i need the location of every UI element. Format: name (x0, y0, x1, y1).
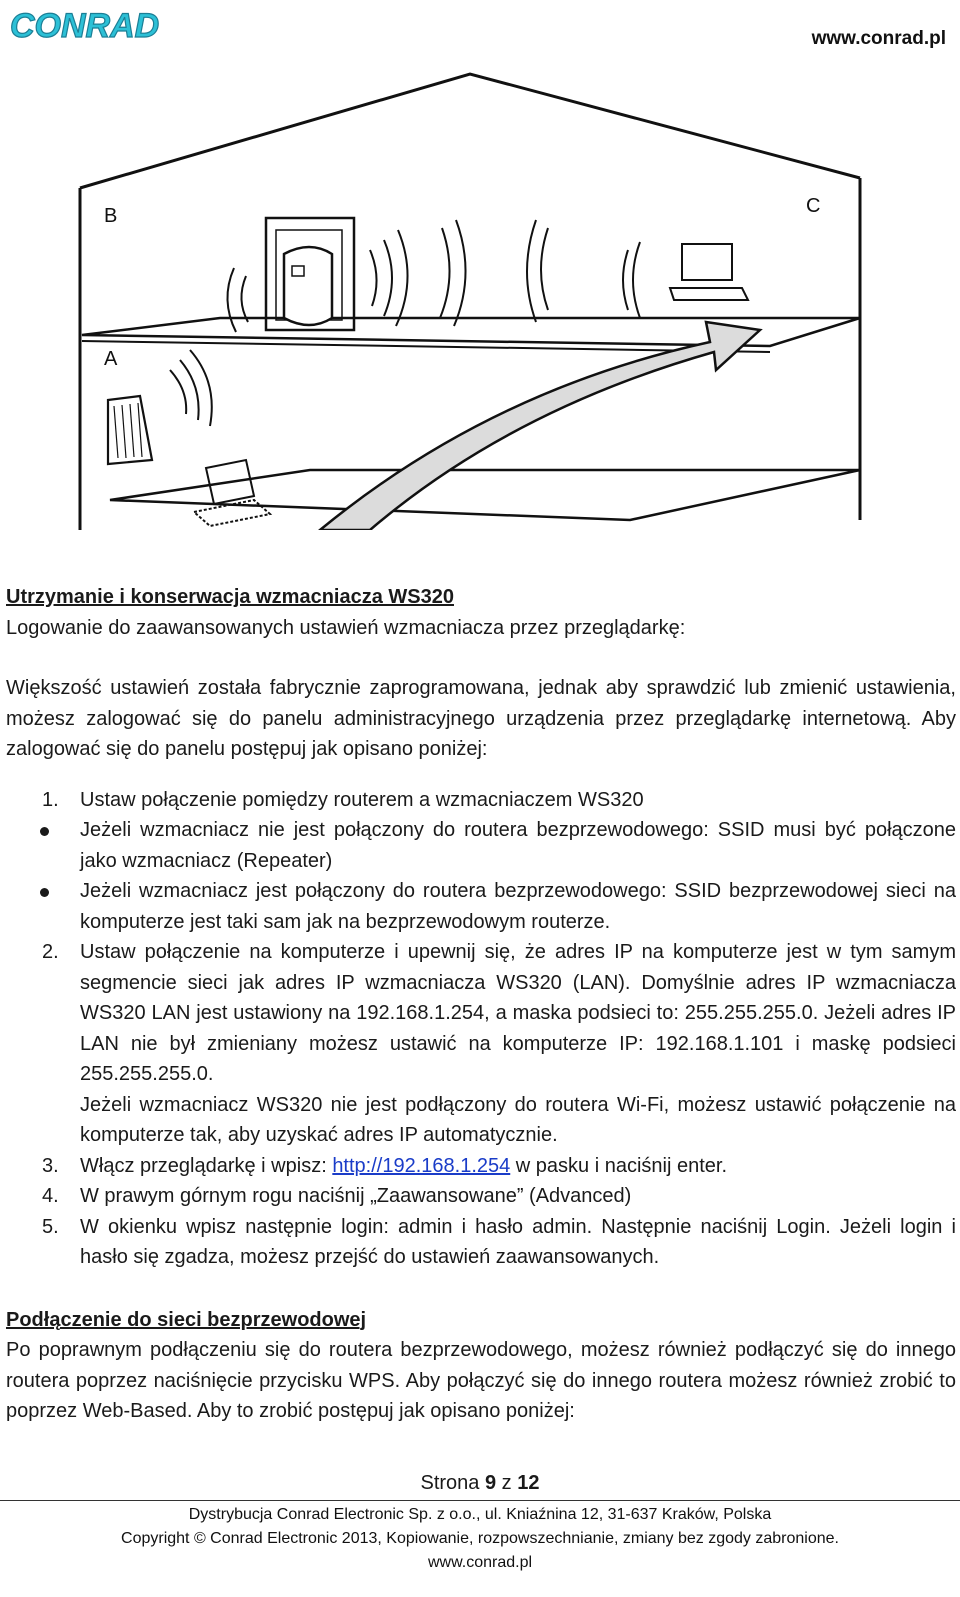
step-number: 2. (42, 941, 59, 963)
label-c: C (806, 195, 821, 217)
repeater-plug-icon (266, 218, 354, 330)
bullet-item (6, 876, 956, 937)
section-title-wireless: Podłączenie do sieci bezprzewodowej (6, 1308, 367, 1331)
step-text: W prawym górnym rogu naciśnij „Zaawansowane” (Advanced) (80, 1185, 632, 1207)
step-item (6, 1151, 956, 1182)
step-text: w pasku i naciśnij enter. (510, 1154, 728, 1177)
bullet-dot-icon (40, 888, 49, 897)
logo-text: CONRAD (10, 7, 160, 44)
label-b: B (104, 205, 118, 227)
site-url: www.conrad.pl (811, 28, 946, 49)
step-text: Włącz przeglądarkę i wpisz: (80, 1154, 333, 1177)
section-title-maintenance: Utrzymanie i konserwacja wzmacniacza WS320 (6, 586, 454, 608)
house-network-illustration (70, 60, 870, 530)
label-a: A (104, 348, 118, 370)
step-text: W okienku wpisz następnie login: admin i hasło admin. Następnie naciśnij Login. Jeżeli login i hasło się zgadza, możesz przejść do ustawień zaawansowanych. (80, 1215, 956, 1268)
page-current: 9 (484, 1472, 497, 1494)
step-number: 1. (42, 788, 59, 811)
footer-url: www.conrad.pl (427, 1554, 533, 1571)
wifi-waves-router (170, 350, 212, 426)
page-separator: z (496, 1472, 518, 1494)
step-item (6, 785, 956, 816)
step-text: Ustaw połączenie na komputerze i upewnij się, że adres IP na komputerze jest w tym samym segmencie sieci jak adres IP wzmacniacza WS320 (LAN). Domyślnie adres IP wzmacniacza WS320 LAN jest ustawiony na 192.168.1.254, a maska podsieci to: 255.255.255.0. Jeżeli adres IP LAN nie był zmieniany możesz ustawić na komputerze IP: 192.168.1.101 i maskę podsieci 255.255.255.0. (80, 941, 956, 1085)
bullet-item (6, 815, 956, 876)
step-item (6, 1181, 956, 1212)
footer (0, 1503, 960, 1575)
step-number: 5. (42, 1215, 59, 1238)
page-number (0, 1472, 960, 1495)
bullet-text: Jeżeli wzmacniacz nie jest połączony do routera bezprzewodowego: SSID musi być połączone jako wzmacniacz (Repeater) (80, 819, 956, 872)
footer-distributor: Dystrybucja Conrad Electronic Sp. z o.o., ul. Kniaźnina 12, 31-637 Kraków, Polska (188, 1506, 772, 1523)
bullet-text: Jeżeli wzmacniacz jest połączony do routera bezprzewodowego: SSID bezprzewodowej sieci na komputerze jest taki sam jak na bezprzewodowym routerze. (80, 880, 956, 933)
bullet-list (6, 815, 956, 937)
laptop-icon-upper (670, 244, 748, 300)
steps-list (6, 785, 956, 816)
steps-list-continued (6, 937, 956, 1273)
step-item (6, 1212, 956, 1273)
step-text: Ustaw połączenie pomiędzy routerem a wzmacniaczem WS320 (80, 788, 644, 811)
step-item (6, 937, 956, 1151)
page-total: 12 (517, 1472, 540, 1494)
intro-paragraph: Większość ustawień została fabrycznie zaprogramowana, jednak aby sprawdzić lub zmienić ustawienia, możesz zalogować się do panelu administracyjnego urządzenia przez przeglądarkę internetową. Aby zalogować się do panelu postępuj jak opisano poniżej: (6, 677, 956, 760)
wireless-paragraph: Po poprawnym podłączeniu się do routera bezprzewodowego, możesz również podłączyć się do innego routera poprzez naciśnięcie przycisku WPS. Aby połączyć się do innego routera możesz również zrobić to poprzez Web-Based. Aby to zrobić postępuj jak opisano poniżej: (6, 1339, 956, 1422)
signal-arrow (320, 322, 760, 530)
laptop-icon-lower (194, 460, 270, 526)
section-subtitle-login: Logowanie do zaawansowanych ustawień wzmacniacza przez przeglądarkę: (6, 616, 686, 639)
page-prefix: Strona (420, 1472, 485, 1494)
conrad-logo (6, 4, 166, 44)
document-body (6, 582, 956, 1427)
step-number: 4. (42, 1185, 59, 1207)
router-icon (108, 396, 152, 464)
step-text-extra: Jeżeli wzmacniacz WS320 nie jest podłączony do routera Wi-Fi, możesz ustawić połączenie na komputerze tak, aby uzyskać adres IP automatycznie. (80, 1093, 956, 1146)
footer-divider (0, 1500, 960, 1501)
step-number: 3. (42, 1154, 59, 1177)
footer-copyright: Copyright © Conrad Electronic 2013, Kopiowanie, rozpowszechnianie, zmiany bez zgody zabronione. (121, 1530, 839, 1547)
bullet-dot-icon (40, 827, 49, 836)
router-address-link[interactable]: http://192.168.1.254 (332, 1154, 511, 1177)
